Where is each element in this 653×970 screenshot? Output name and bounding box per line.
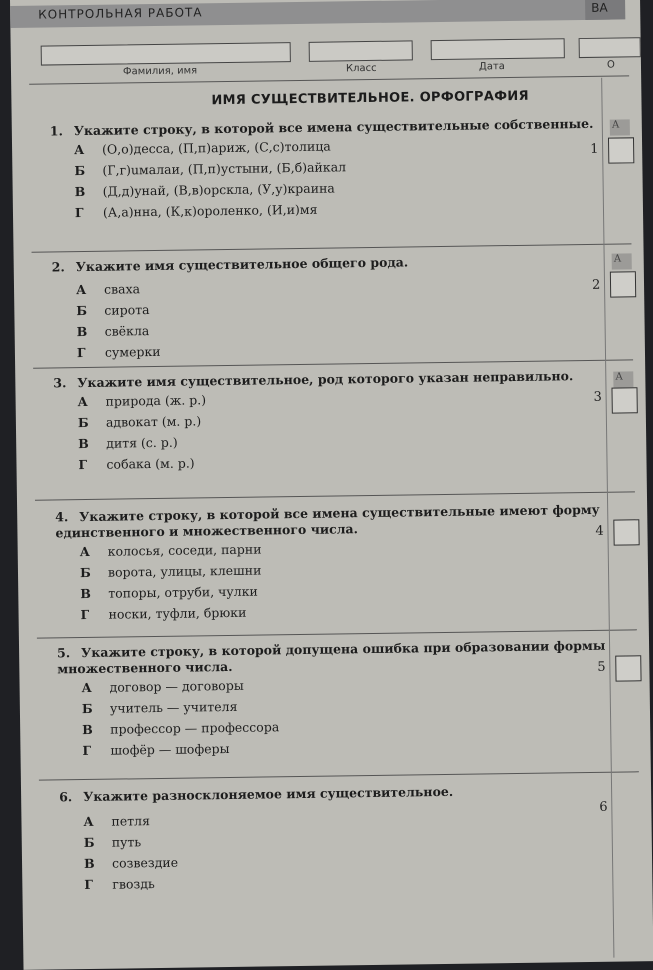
option-letter: В [80,585,91,602]
option-text: (Д,д)унай, (В,в)орскла, (У,у)краина [102,180,335,199]
question-5 [57,638,619,762]
class-label: Класс [345,62,377,75]
answer-tab-3: А [613,371,633,387]
option-text: сирота [104,302,150,318]
question-text: Укажите строку, в которой допущена ошибка при образовании формы множественного числа. [57,637,606,677]
option-text: собака (м. р.) [106,455,195,472]
option-text: созвездие [111,854,179,871]
question-3 [53,368,614,476]
answer-tab-1: А [610,119,630,135]
option-text: свёкла [104,323,150,339]
option-letter: Г [78,456,88,473]
question-number: 6. [59,789,73,805]
option-text: сваха [103,281,141,297]
option-letter: Г [76,344,86,361]
mark-label: О [606,59,615,71]
option-text: носки, туфли, брюки [108,604,247,622]
option-letter: Г [80,606,90,623]
question-divider [35,491,635,500]
option-letter: В [82,721,93,738]
option-text: природа (ж. р.) [105,392,207,409]
question-number: 4. [55,509,69,525]
option-letter: В [78,435,89,452]
topic-heading: ИМЯ СУЩЕСТВИТЕЛЬНОЕ. ОРФОГРАФИЯ [211,88,529,109]
mark-field[interactable] [579,37,641,58]
answer-number-3: 3 [593,389,602,405]
surname-label: Фамилия, имя [122,65,198,78]
option-text: профессор — профессора [110,719,280,737]
answer-box-3[interactable] [611,387,637,413]
option-text: гвоздь [112,876,155,892]
option-text: шофёр — шоферы [110,741,230,758]
option-letter: Г [84,876,94,893]
question-1 [50,116,611,224]
answer-box-4[interactable] [613,519,639,545]
question-text: Укажите имя существительное, род которого указан неправильно. [77,368,574,391]
question-number: 1. [49,123,63,139]
question-divider [39,771,639,780]
option-text: топоры, отруби, чулки [108,583,258,601]
question-text: Укажите разносклоняемое имя существительное. [83,783,454,805]
option-text: (А,а)нна, (К,к)ороленко, (И,и)мя [102,201,318,220]
surname-field[interactable] [41,42,291,65]
option-letter: Б [76,302,88,319]
question-text: Укажите имя существительное общего рода. [75,254,409,275]
option-text: сумерки [104,343,161,360]
question-text: Укажите строку, в которой все имена существительные собственные. [73,115,594,139]
date-field[interactable] [431,38,565,60]
option-letter: Б [79,564,91,581]
answer-number-1: 1 [590,141,599,157]
variant-tab: ВА [585,0,625,20]
test-sheet [10,0,653,970]
option-text: договор — договоры [109,677,244,695]
class-field[interactable] [309,40,413,61]
option-letter: Б [83,834,95,851]
answer-number-4: 4 [595,523,604,539]
answer-number-6: 6 [599,799,608,815]
question-divider [32,243,632,252]
option-letter: Б [74,162,86,179]
option-text: путь [111,834,142,850]
option-letter: В [83,855,95,872]
question-number: 3. [53,375,67,391]
answer-box-5[interactable] [615,655,641,681]
option-letter: А [81,679,92,696]
question-6 [59,782,620,896]
option-text: учитель — учителя [109,698,238,716]
option-letter: Г [74,204,84,221]
answer-box-2[interactable] [610,271,636,297]
option-text: (Г,г)uмалаи, (П,п)устыни, (Б,б)айкал [102,159,347,178]
header-divider [29,75,629,84]
question-text: Укажите строку, в которой все имена существительные имеют форму единственного и множественного числа. [55,501,600,541]
answer-number-5: 5 [597,659,606,675]
option-text: дитя (с. р.) [106,434,178,451]
question-number: 2. [51,259,65,275]
option-text: адвокат (м. р.) [105,413,202,430]
date-label: Дата [478,61,505,73]
option-text: (О,о)десса, (П,п)ариж, (С,с)толица [101,138,331,157]
option-letter: А [73,141,85,158]
option-text: колосья, соседи, парни [107,541,262,559]
answer-tab-2: А [612,253,632,269]
header-band [10,0,610,28]
option-text: ворота, улицы, клешни [107,562,262,580]
option-letter: А [83,813,94,830]
option-letter: Б [77,414,89,431]
option-letter: В [76,323,88,340]
option-letter: А [79,543,90,560]
option-letter: А [77,393,88,410]
answer-box-1[interactable] [608,137,634,163]
question-number: 5. [57,645,71,661]
option-text: петля [111,813,151,829]
option-letter: А [75,281,87,298]
answer-number-2: 2 [591,277,601,293]
question-2 [52,252,613,364]
option-letter: В [74,183,86,200]
option-letter: Г [82,742,92,759]
option-letter: Б [81,700,93,717]
question-4 [55,502,617,626]
sheet-title: КОНТРОЛЬНАЯ РАБОТА [38,5,203,22]
question-divider [37,629,637,638]
